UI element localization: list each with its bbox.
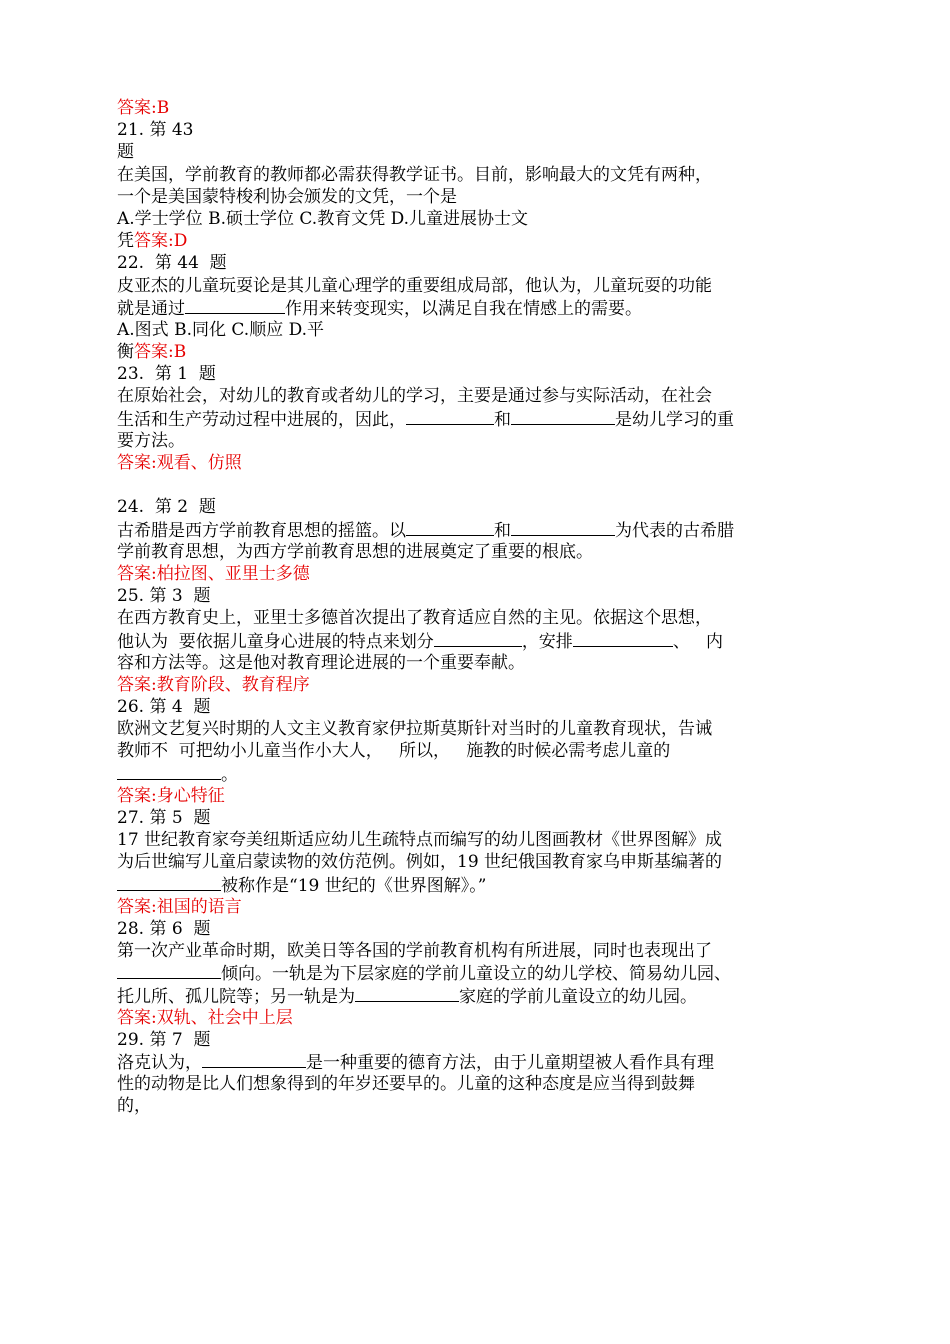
question-text: 在美国，学前教育的教师都必需获得教学证书。目前，影响最大的文凭有两种，: [117, 164, 712, 185]
answer-line: 答案:B: [117, 98, 170, 118]
question-options: A.图式 B.同化 C.顺应 D.平: [117, 319, 325, 340]
question-text: 他认为 要依据儿童身心进展的特点来划分 ，安排 、 内: [117, 631, 724, 652]
question-text: 容和方法等。这是他对教育理论进展的一个重要奉献。: [117, 652, 525, 673]
answer-text: 答案:B: [134, 342, 187, 363]
fill-blank: [117, 763, 221, 780]
fill-blank: [406, 519, 494, 536]
question-text: 教师不 可把幼小儿童当作小大人， 所以， 施教的时候必需考虑儿童的: [117, 741, 671, 762]
options-tail-with-answer: 衡答案:B: [117, 342, 187, 363]
question-text: 为后世编写儿童启蒙读物的效仿范例。例如，19 世纪俄国教育家乌申斯基编著的: [117, 852, 723, 873]
question-number: 23. 第 1 题: [117, 364, 216, 385]
question-number-cont: 题: [117, 142, 134, 163]
question-text: 被称作是“19 世纪的《世界图解》。”: [117, 874, 797, 896]
answer-line: 答案:观看、仿照: [117, 453, 242, 473]
fill-blank: [573, 630, 673, 647]
question-text: 就是通过 作用来转变现实，以满足自我在情感上的需要。: [117, 298, 642, 319]
question-number: 22. 第 44 题: [117, 253, 227, 274]
question-number: 26. 第 4 题: [117, 697, 211, 718]
fill-blank: [202, 1051, 306, 1068]
fill-blank: [117, 874, 221, 891]
question-text: 17 世纪教育家夸美纽斯适应幼儿生疏特点而编写的幼儿图画教材《世界图解》成: [117, 830, 723, 851]
question-text: 。: [117, 763, 797, 785]
question-number: 25. 第 3 题: [117, 586, 211, 607]
fill-blank: [406, 408, 494, 425]
spacer: [117, 474, 797, 496]
question-text: 一个是美国蒙特梭利协会颁发的文凭，一个是: [117, 186, 457, 207]
question-text: 在西方教育史上，亚里士多德首次提出了教育适应自然的主见。依据这个思想，: [117, 608, 712, 629]
question-number: 24. 第 2 题: [117, 497, 216, 518]
answer-line: 答案:柏拉图、亚里士多德: [117, 563, 310, 584]
answer-line: 答案:身心特征: [117, 785, 225, 806]
question-options: A.学士学位 B.硕士学位 C.教育文凭 D.儿童进展协士文: [117, 208, 529, 229]
document-body: [117, 97, 797, 1118]
question-text: 洛克认为， 是一种重要的德育方法，由于儿童期望被人看作具有理: [117, 1053, 714, 1074]
fill-blank: [511, 408, 615, 425]
question-text: 欧洲文艺复兴时期的人文主义教育家伊拉斯莫斯针对当时的儿童教育现状，告诫: [117, 719, 712, 740]
fill-blank: [117, 962, 221, 979]
fill-blank: [511, 519, 615, 536]
fill-blank: [434, 630, 522, 647]
fill-blank: [355, 985, 459, 1002]
answer-line: 答案:祖国的语言: [117, 896, 242, 917]
fill-blank: [185, 297, 285, 314]
question-text: 的，: [117, 1096, 151, 1117]
question-text: 皮亚杰的儿童玩耍论是其儿童心理学的重要组成局部，他认为，儿童玩耍的功能: [117, 275, 712, 296]
question-text: 第一次产业革命时期，欧美日等各国的学前教育机构有所进展，同时也表现出了: [117, 941, 712, 962]
question-number: 28. 第 6 题: [117, 918, 211, 939]
question-number: 27. 第 5 题: [117, 808, 211, 828]
question-text: 要方法。: [117, 430, 185, 451]
question-text: 生活和生产劳动过程中进展的，因此， 和 是幼儿学习的重: [117, 409, 734, 430]
options-tail-with-answer: 凭答案:D: [117, 231, 188, 252]
question-text: 托儿所、孤儿院等；另一轨是为 家庭的学前儿童设立的幼儿园。: [117, 986, 697, 1007]
question-text: 学前教育思想，为西方学前教育思想的进展奠定了重要的根底。: [117, 541, 593, 562]
question-text: 古希腊是西方学前教育思想的摇篮。以 和 为代表的古希腊: [117, 520, 734, 541]
question-text: 倾向。一轨是为下层家庭的学前儿童设立的幼儿学校、简易幼儿园、: [117, 962, 797, 984]
answer-text: 答案:D: [134, 231, 188, 252]
question-number: 29. 第 7 题: [117, 1029, 211, 1050]
answer-line: 答案:教育阶段、教育程序: [117, 674, 310, 695]
answer-line: 答案:双轨、社会中上层: [117, 1007, 293, 1028]
question-text: 性的动物是比人们想象得到的年岁还要早的。儿童的这种态度是应当得到鼓舞: [117, 1074, 695, 1095]
question-text: 在原始社会，对幼儿的教育或者幼儿的学习，主要是通过参与实际活动，在社会: [117, 386, 712, 407]
question-number: 21. 第 43: [117, 120, 194, 141]
